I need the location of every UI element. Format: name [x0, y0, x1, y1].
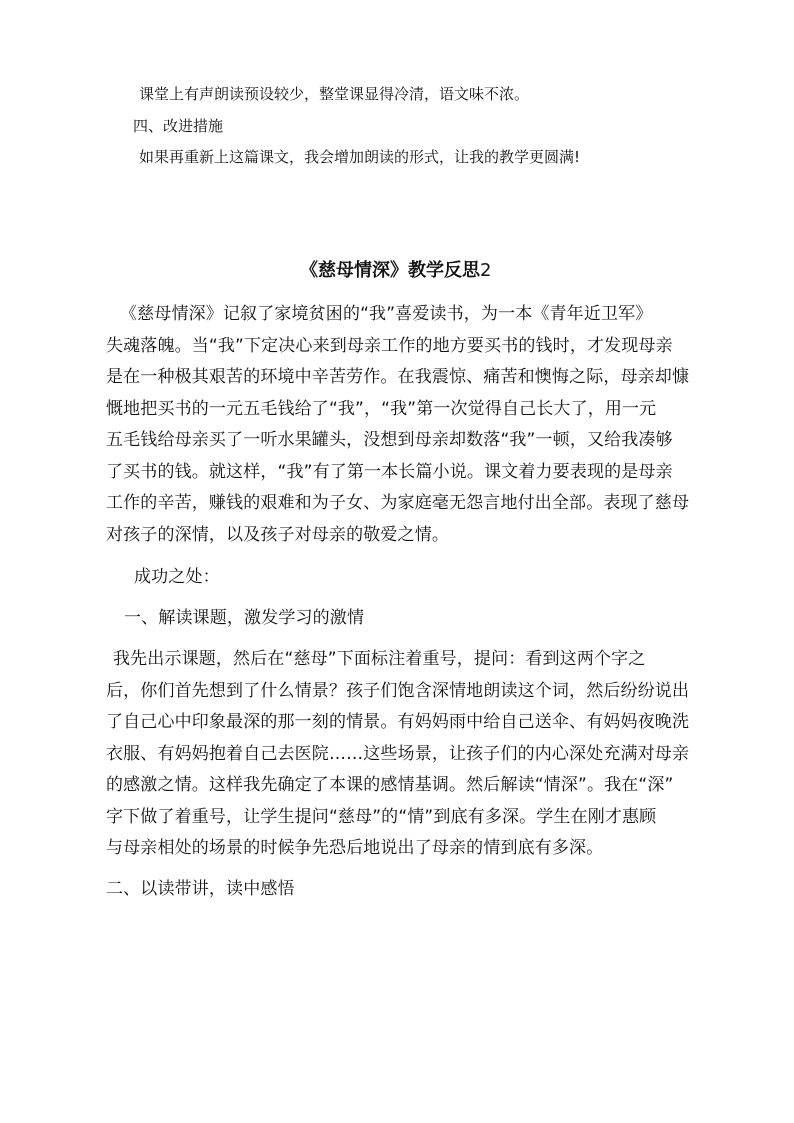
- paragraph-line: 我先出示课题，然后在“慈母”下面标注着重号，提问：看到这两个字之: [113, 649, 646, 669]
- section-heading-1: 一、解读课题，激发学习的激情: [124, 608, 365, 628]
- paragraph-line: 失魂落魄。当“我”下定决心来到母亲工作的地方要买书的钱时，才发现母亲: [106, 336, 673, 356]
- paragraph-line: 对孩子的深情，以及孩子对母亲的敬爱之情。: [106, 525, 449, 545]
- section-heading-improvement: 四、改进措施: [133, 117, 224, 135]
- paragraph-line: 了买书的钱。就这样，“我”有了第一本长篇小说。课文着力要表现的是母亲: [106, 462, 673, 482]
- page-title: [300, 260, 491, 282]
- paragraph-line: 的感激之情。这样我先确定了本课的感情基调。然后解读“情深”。我在“深”: [106, 775, 674, 795]
- title-number: 2: [480, 260, 492, 281]
- paragraph-line: 字下做了着重号，让学生提问“慈母”的“情”到底有多深。学生在刚才惠顾: [106, 807, 657, 827]
- paragraph-line: 慨地把买书的一元五毛钱给了“我”，“我”第一次觉得自己长大了，用一元: [106, 399, 657, 419]
- paragraph-line: 后，你们首先想到了什么情景？孩子们饱含深情地朗读这个词，然后纷纷说出: [106, 681, 690, 701]
- section-heading-2: 二、以读带讲，读中感悟: [106, 879, 295, 899]
- paragraph-line: 工作的辛苦，赚钱的艰难和为子女、为家庭毫无怨言地付出全部。表现了慈母: [106, 493, 690, 513]
- paragraph-line: 与母亲相处的场景的时候争先恐后地说出了母亲的情到底有多深。: [106, 838, 604, 858]
- paragraph-line: 五毛钱给母亲买了一听水果罐头，没想到母亲却数落“我”一顿，又给我凑够: [106, 430, 673, 450]
- paragraph-line: 了自己心中印象最深的那一刻的情景。有妈妈雨中给自己送伞、有妈妈夜晚洗: [106, 712, 690, 732]
- paragraph-line: 《慈母情深》记叙了家境贫困的“我”喜爱读书，为一本《青年近卫军》: [120, 304, 653, 324]
- paragraph-line: 如果再重新上这篇课文，我会增加朗读的形式，让我的教学更圆满!: [139, 148, 581, 166]
- paragraph-line: 课堂上有声朗读预设较少，整堂课显得冷清，语文味不浓。: [139, 85, 530, 103]
- paragraph-line: 是在一种极其艰苦的环境中辛苦劳作。在我震惊、痛苦和懊悔之际，母亲却慷: [106, 367, 690, 387]
- paragraph-line: 衣服、有妈妈抱着自己去医院……这些场景，让孩子们的内心深处充满对母亲: [106, 744, 690, 764]
- title-text: 《慈母情深》教学反思: [300, 260, 480, 281]
- success-label: 成功之处：: [134, 567, 220, 587]
